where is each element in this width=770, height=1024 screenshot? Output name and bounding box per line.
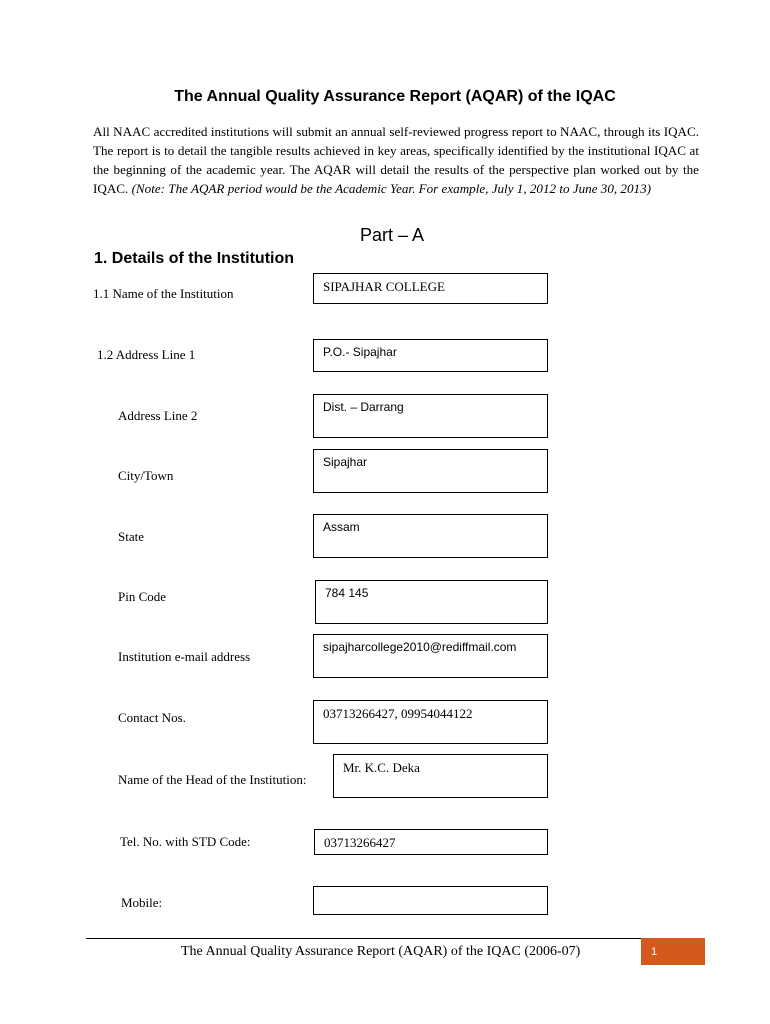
page-number: 1	[651, 946, 658, 958]
email-field[interactable]	[313, 634, 548, 678]
state-value: Assam	[323, 520, 360, 534]
page-number-badge	[641, 938, 705, 965]
intro-paragraph	[93, 122, 699, 198]
tel-value: 03713266427	[324, 835, 396, 850]
name-value: SIPAJHAR COLLEGE	[323, 279, 445, 294]
address1-value: P.O.- Sipajhar	[323, 345, 397, 359]
head-value: Mr. K.C. Deka	[343, 760, 420, 775]
state-field[interactable]	[313, 514, 548, 558]
footer-text: The Annual Quality Assurance Report (AQAR) of the IQAC (2006-07)	[181, 944, 581, 959]
mobile-label: Mobile:	[121, 895, 163, 910]
contact-value: 03713266427, 09954044122	[323, 706, 473, 721]
mobile-field[interactable]	[313, 886, 548, 915]
city-value: Sipajhar	[323, 455, 368, 469]
head-field[interactable]	[333, 754, 548, 798]
email-value: sipajharcollege2010@rediffmail.com	[323, 640, 517, 654]
part-heading: Part – A	[360, 225, 425, 245]
address2-value: Dist. – Darrang	[323, 400, 404, 414]
address2-label: Address Line 2	[118, 408, 198, 423]
state-label: State	[118, 529, 144, 544]
pin-field[interactable]	[315, 580, 548, 624]
contact-field[interactable]	[313, 700, 548, 744]
address1-field[interactable]	[313, 339, 548, 372]
address2-field[interactable]	[313, 394, 548, 438]
city-field[interactable]	[313, 449, 548, 493]
address1-label: 1.2 Address Line 1	[97, 347, 196, 362]
pin-value: 784 145	[325, 586, 369, 600]
section-heading: 1. Details of the Institution	[94, 250, 295, 267]
email-label: Institution e-mail address	[118, 649, 251, 664]
tel-field[interactable]	[314, 829, 548, 855]
city-label: City/Town	[118, 468, 174, 483]
tel-label: Tel. No. with STD Code:	[120, 834, 251, 849]
intro-note: (Note: The AQAR period would be the Academic Year. For example, July 1, 2012 to June 30, 2013)	[131, 181, 651, 196]
intro-text: All NAAC accredited institutions will submit an annual self-reviewed progress report to NAAC, through its IQAC. The report is to detail the tangible results achieved in key areas, specifically identified by the institutional IQAC at the beginning of the academic year. The AQAR will detail the results of the perspective plan worked out by the IQAC.	[93, 124, 699, 196]
head-label: Name of the Head of the Institution:	[118, 772, 307, 787]
pin-label: Pin Code	[118, 589, 167, 604]
footer-divider	[86, 938, 641, 939]
contact-label: Contact Nos.	[118, 710, 186, 725]
name-field[interactable]	[313, 273, 548, 304]
document-title: The Annual Quality Assurance Report (AQAR) of the IQAC	[174, 88, 616, 105]
name-label: 1.1 Name of the Institution	[93, 286, 234, 301]
